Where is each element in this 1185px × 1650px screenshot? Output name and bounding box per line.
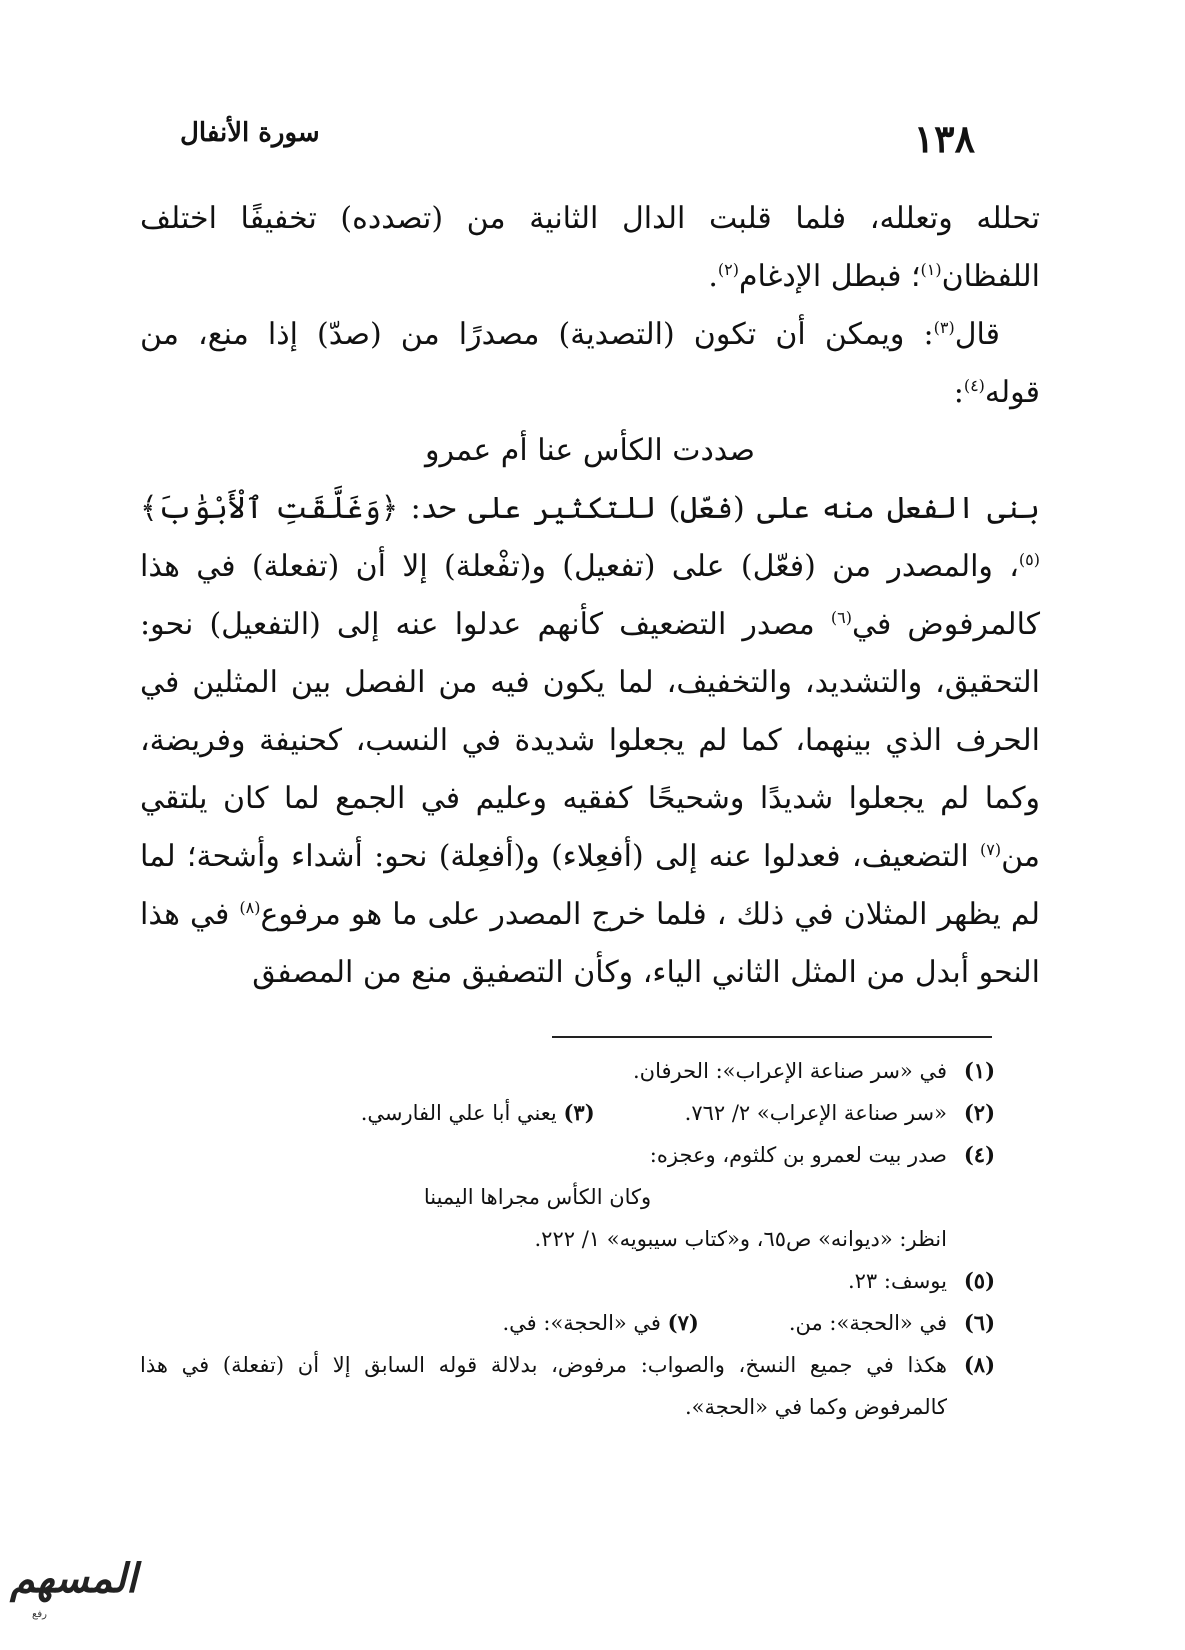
footnote-8: (٨) هكذا في جميع النسخ، والصواب: مرفوض، بدلالة قوله السابق إلا أن (تفعلة) في هذا كالمرفوض وكما في «الحجة». — [140, 1352, 995, 1419]
footnote-6: في «الحجة»: من. — [788, 1311, 947, 1335]
footnote-ref-2: (٢) — [717, 260, 739, 279]
main-text — [140, 190, 1040, 1002]
footnote-ref-8: (٨) — [239, 898, 261, 917]
footnote-4-source: انظر: «ديوانه» ص٦٥، و«كتاب سيبويه» ١/ ٢٢٢. — [534, 1227, 947, 1251]
footnote-1: (١) في «سر صناعة الإعراب»: الحرفان. — [633, 1058, 995, 1083]
footnote-ref-1: (١) — [920, 260, 942, 279]
footnote-ref-3: (٣) — [933, 318, 955, 337]
footnote-row-6-7 — [140, 1302, 995, 1344]
footnote-4-verse: وكان الكأس مجراها اليمينا — [423, 1185, 652, 1209]
paragraph-3: بنى الفعل منه على (فعّل) للتكثير على حد: ﴿وَغَلَّقَتِ ٱلْأَبْوَٰبَ﴾$^{(٥)}$، والمصدر من (فعّل) على (تفعيل) و(تفْعلة) إلا أن (تفعلة) في هذا كالمرفوض في$^{(٦)}$ مصدر التضعيف كأنهم عدلوا عنه إلى (التفعيل) نحو: التحقيق، والتشديد، والتخفيف، لما يكون فيه من الفصل بين المثلين في الحرف الذي بينهما، كما لم يجعلوا شديدة في النسب، كحنيفة وفريضة، وكما لم يجعلوا شديدًا وشحيحًا كفقيه وعليم في الجمع لما كان يلتقي من$^{(٧)}$ التضعيف، فعدلوا عنه إلى (أفعِلاء) و(أفعِلة) نحو: أشداء وأشحة؛ لما لم يظهر المثلان في ذلك ، فلما خرج المصدر على ما هو مرفوع$^{(٨)}$ في هذا النحو أبدل من المثل الثاني الياء، وكأن التصفيق منع من المصفق — [140, 491, 1041, 990]
footnote-6-number: (٦) — [963, 1310, 995, 1335]
footnote-5: (٥) يوسف: ٢٣. — [847, 1268, 995, 1293]
publisher-logo — [10, 1555, 138, 1625]
footnote-separator — [552, 1036, 992, 1038]
running-title: سورة الأنفال — [180, 118, 320, 148]
footnotes — [140, 1050, 995, 1428]
poetry-verse: صددت الكأس عنا أم عمرو — [424, 433, 756, 468]
footnote-ref-6: (٦) — [830, 608, 852, 627]
logo-small-text: رفع — [32, 1609, 47, 1620]
footnote-4: (٤) صدر بيت لعمرو بن كلثوم، وعجزه: — [649, 1142, 995, 1167]
page-header — [150, 108, 1035, 168]
footnote-ref-7: (٧) — [980, 840, 1002, 859]
footnote-7: (٧) في «الحجة»: في. — [502, 1310, 699, 1335]
page-number: ١٣٨ — [913, 116, 975, 161]
paragraph-1: تحلله وتعلله، فلما قلبت الدال الثانية من (تصدده) تخفيفًا اختلف اللفظان$^{(١)}$؛ فبطل الإدغام$^{(٢)}$. — [140, 201, 1040, 294]
footnote-2: «سر صناعة الإعراب» ٢/ ٧٦٢. — [684, 1101, 947, 1125]
footnote-ref-5: (٥) — [1018, 550, 1040, 569]
footnote-3: (٣) يعني أبا علي الفارسي. — [360, 1100, 595, 1125]
logo-calligraphy: المسهم — [10, 1555, 138, 1602]
footnote-2-number: (٢) — [963, 1100, 995, 1125]
footnote-ref-4: (٤) — [963, 376, 985, 395]
footnote-row-2-3 — [140, 1092, 995, 1134]
paragraph-2: قال$^{(٣)}$: ويمكن أن تكون (التصدية) مصدرًا من (صدّ) إذا منع، من قوله$^{(٤)}$: — [140, 317, 1040, 410]
